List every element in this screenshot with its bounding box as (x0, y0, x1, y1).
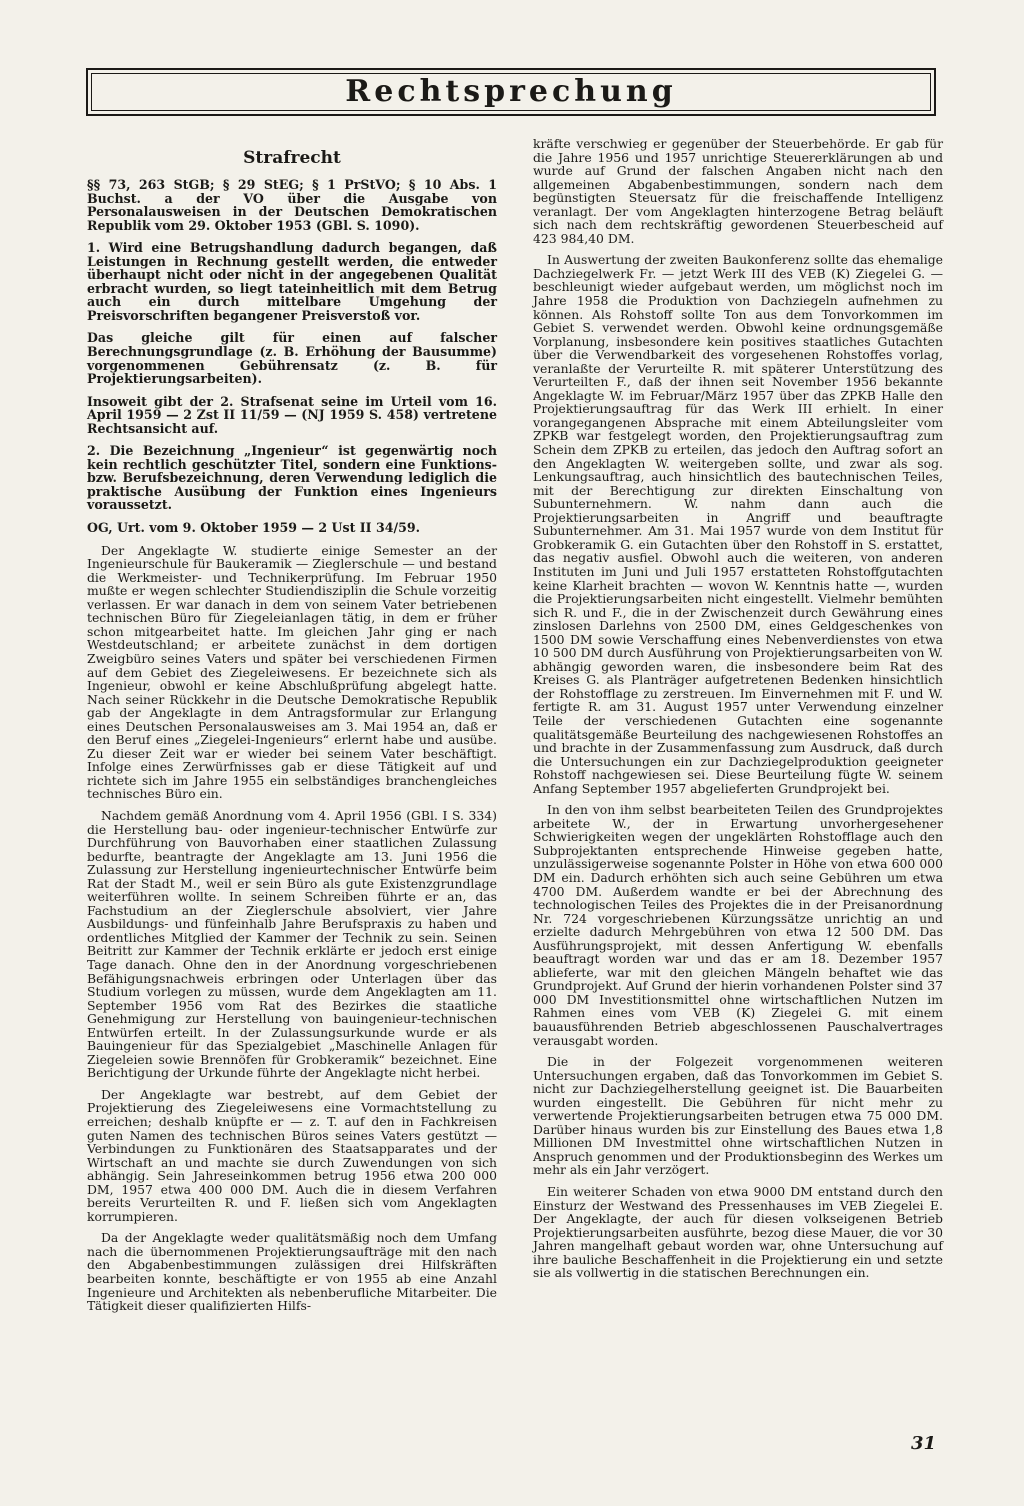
headnote-1c: Insoweit gibt der 2. Strafsenat seine im Urteil vom 16. April 1959 — 2 Zst II 11/59 — (NJ 1959 S. 458) vertretene Rechtsansicht auf. (87, 393, 497, 436)
headnote-2: 2. Die Bezeichnung „Ingenieur“ ist gegenwärtig noch kein rechtlich geschützter Titel, sondern eine Funktions- bzw. Berufsbezeichnung, deren Verwendung lediglich die praktische Ausübung der Funktion eines Ingenieurs voraussetzt. (87, 443, 497, 513)
body-paragraph: In den von ihm selbst bearbeiteten Teilen des Grundprojektes arbeitete W., der in Erwartung unvorhergesehener Schwierigkeiten wegen der ungeklärten Rohstofflage auch den Subprojektanten entsprechende Hinweise gegeben hatte, unzulässigerweise sogenannte Polster in Höhe von etwa 600 000 DM ein. Dadurch erhöhten sich auch seine Gebühren um etwa 4700 DM. Außerdem wandte er bei der Abrechnung des technologischen Teiles des Projektes die in der Preisanordnung Nr. 724 vorgeschriebenen Kürzungssätze unrichtig an und erzielte dadurch Mehrgebühren von etwa 12 500 DM. Das Ausführungsprojekt, mit dessen Anfertigung W. ebenfalls beauftragt worden war und das er am 18. Dezember 1957 ablieferte, war mit den gleichen Mängeln behaftet wie das Grundprojekt. Auf Grund der hierin vorhandenen Polster sind 37 000 DM Investitionsmittel ohne wirtschaftlichen Nutzen im Rahmen eines vom VEB (K) Ziegelei G. mit einem bauausführenden Betrieb abgeschlossenen Pauschalvertrages verausgabt worden. (533, 802, 943, 1048)
header-frame (86, 68, 936, 116)
body-paragraph: Nachdem gemäß Anordnung vom 4. April 1956 (GBl. I S. 334) die Herstellung bau- oder ingenieur-technischer Entwürfe zur Durchführung von Bauvorhaben einer staatlichen Zulassung bedurfte, beantragte der Angeklagte am 13. Juni 1956 die Zulassung zur Herstellung ingenieurtechnischer Entwürfe beim Rat der Stadt M., weil er sein Büro als gute Existenzgrundlage weiterführen wollte. In seinem Schreiben führte er an, das Fachstudium an der Zieglerschule absolviert, vier Jahre Ausbildungs- und fünfeinhalb Jahre Berufspraxis zu haben und ordentliches Mitglied der Kammer der Technik zu sein. Seinen Beitritt zur Kammer der Technik erklärte er jedoch erst einige Tage danach. Ohne den in der Anordnung vorgeschriebenen Befähigungsnachweis erbringen oder Unterlagen über das Studium vorlegen zu müssen, wurde dem Angeklagten am 11. September 1956 vom Rat des Bezirkes die staatliche Genehmigung zur Herstellung von bauingenieur-technischen Entwürfen erteilt. In der Zulassungsurkunde wurde er als Bauingenieur für das Spezialgebiet „Maschinelle Anlagen für Ziegeleien sowie Brennöfen für Grobkeramik“ bezeichnet. Eine Berichtigung der Urkunde führte der Angeklagte nicht herbei. (87, 807, 497, 1081)
court-reference: OG, Urt. vom 9. Oktober 1959 — 2 Ust II 34/59. (87, 520, 420, 536)
headnote-1b: Das gleiche gilt für einen auf falscher Berechnungsgrundlage (z. B. Erhöhung der Bausumme) vorgenommenen Gebührensatz (z. B. für Projektierungsarbeiten). (87, 330, 497, 387)
page-title: Rechtsprechung (345, 74, 677, 109)
legal-citation: §§ 73, 263 StGB; § 29 StEG; § 1 PrStVO; § 10 Abs. 1 Buchst. a der VO über die Ausgabe von Personalausweisen in der Deutschen Demokratischen Republik vom 29. Oktober 1953 (GBl. S. 1090). (87, 177, 497, 233)
body-paragraph: Da der Angeklagte weder qualitätsmäßig noch dem Umfang nach die übernommenen Projektierungsaufträge mit den nach den Abgabenbestimmungen zulässigen drei Hilfskräften bearbeiten konnte, beschäftigte er von 1955 ab eine Anzahl Ingenieure und Architekten als nebenberufliche Mitarbeiter. Die Tätigkeit dieser qualifizierten Hilfs- (87, 1230, 497, 1314)
section-heading: Strafrecht (243, 148, 341, 168)
body-paragraph: Der Angeklagte W. studierte einige Semester an der Ingenieurschule für Baukeramik — Zieglerschule — und bestand die Werkmeister- und Technikerprüfung. Im Februar 1950 mußte er wegen schlechter Studiendisziplin die Schule vorzeitig verlassen. Er war danach in dem von seinem Vater betriebenen technischen Büro für Ziegeleianlagen tätig, in dem er früher schon mitgearbeitet hatte. Im gleichen Jahr ging er nach Westdeutschland; er arbeitete zunächst in dem dortigen Zweigbüro seines Vaters und später bei verschiedenen Firmen auf dem Gebiet des Ziegeleiwesens. Er bezeichnete sich als Ingenieur, obwohl er keine Abschlußprüfung abgelegt hatte. Nach seiner Rückkehr in die Deutsche Demokratische Republik gab der Angeklagte in dem Antragsformular zur Erlangung eines Deutschen Personalausweises am 3. Mai 1954 an, daß er den Beruf eines „Ziegelei-Ingenieurs“ erlernt habe und ausübe. Zu dieser Zeit war er wieder bei seinem Vater beschäftigt. Infolge eines Zerwürfnisses gab er diese Tätigkeit auf und richtete sich im Jahre 1955 ein selbständiges branchengleiches technisches Büro ein. (87, 542, 497, 802)
body-paragraph: In Auswertung der zweiten Baukonferenz sollte das ehemalige Dachziegelwerk Fr. — jetzt Werk III des VEB (K) Ziegelei G. — beschleunigt wieder aufgebaut werden, um möglichst noch im Jahre 1958 die Produktion von Dachziegeln aufnehmen zu können. Als Rohstoff sollte Ton aus dem Tonvorkommen im Gebiet S. verwendet werden. Obwohl keine ordnungsgemäße Vorplanung, insbesondere kein positives staatliches Gutachten über die Verwendbarkeit des vorgesehenen Rohstoffes vorlag, veranlaßte der Verurteilte R. mit späterer Unterstützung des Verurteilten F., daß der ihnen seit November 1956 bekannte Angeklagte W. im Februar/März 1957 über das ZPKB Halle den Projektierungsauftrag für das Werk III erhielt. In einer vorangegangenen Absprache mit einem Abteilungsleiter vom ZPKB war festgelegt worden, den Projektierungsauftrag zum Schein dem ZPKB zu erteilen, das jedoch den Auftrag sofort an den Angeklagten W. weitergeben sollte, und zwar als sog. Lenkungsauftrag, auch hinsichtlich des bautechnischen Teiles, mit der Berechtigung zur direkten Einschaltung von Subunternehmern. W. nahm dann auch die Projektierungsarbeiten in Angriff und beauftragte Subunternehmer. Am 31. Mai 1957 wurde von dem Institut für Grobkeramik G. ein Gutachten über den Rohstoff in S. erstattet, das negativ ausfiel. Obwohl auch die weiteren, von anderen Instituten im Juni und Juli 1957 erstatteten Rohstoffgutachten keine Klarheit brachten — wovon W. Kenntnis hatte —, wurden die Projektierungsarbeiten nicht eingestellt. Vielmehr bemühten sich R. und F., die in der Zwischenzeit durch Gewährung eines zinslosen Darlehns von 2500 DM, eines Geldgeschenkes von 1500 DM sowie Verschaffung eines Nebenverdienstes von etwa 10 500 DM durch Ausführung von Projektierungsarbeiten von W. abhängig geworden waren, die insbesondere beim Rat des Kreises G. als Planträger aufgetretenen Bedenken hinsichtlich der Rohstofflage zu zerstreuen. Im Einvernehmen mit F. und W. fertigte R. am 31. August 1957 unter Verwendung einzelner Teile der verschiedenen Gutachten eine sogenannte qualitätsgemäße Beurteilung des nachgewiesenen Rohstoffes an und brachte in der Zusammenfassung zum Ausdruck, daß durch die Untersuchungen ein zur Dachziegelproduktion geeigneter Rohstoff nachgewiesen sei. Diese Beurteilung fügte W. seinem Anfang September 1957 abgelieferten Grundprojekt bei. (533, 252, 943, 796)
body-paragraph: Der Angeklagte war bestrebt, auf dem Gebiet der Projektierung des Ziegeleiwesens eine Vormachtstellung zu erreichen; deshalb knüpfte er — z. T. auf den in Fachkreisen guten Namen des technischen Büros seines Vaters gestützt — Verbindungen zu Funktionären des Staatsapparates und der Wirtschaft an und machte sie durch Zuwendungen von sich abhängig. Sein Jahreseinkommen betrug 1956 etwa 200 000 DM, 1957 etwa 400 000 DM. Auch die in diesem Verfahren bereits Verurteilten R. und F. ließen sich vom Angeklagten korrumpieren. (87, 1086, 497, 1224)
headnote-1: 1. Wird eine Betrugshandlung dadurch begangen, daß Leistungen in Rechnung gestellt werden, die entweder überhaupt nicht oder nicht in der angegebenen Qualität erbracht wurden, so liegt tateinheitlich mit dem Betrug auch ein durch mittelbare Umgehung der Preisvorschriften begangener Preisverstoß vor. (87, 240, 497, 323)
body-paragraph: kräfte verschwieg er gegenüber der Steuerbehörde. Er gab für die Jahre 1956 und 1957 unrichtige Steuererklärungen ab und wurde auf Grund der falschen Angaben nicht nach den allgemeinen Abgabenbestimmungen, sondern nach dem begünstigten Steuersatz für die freischaffende Intelligenz veranlagt. Der vom Angeklagten hinterzogene Betrag beläuft sich nach dem rechtskräftig gewordenen Steuerbescheid auf 423 984,40 DM. (533, 136, 943, 246)
left-column (87, 148, 497, 1321)
body-paragraph: Ein weiterer Schaden von etwa 9000 DM entstand durch den Einsturz der Westwand des Pressenhauses im VEB Ziegelei E. Der Angeklagte, der auch für diesen volkseigenen Betrieb Projektierungsarbeiten ausführte, bezog diese Mauer, die vor 30 Jahren mangelhaft gebaut worden war, ohne Untersuchung auf ihre bauliche Beschaffenheit in die Projektierung ein und setzte sie als vollwertig in die statischen Berechnungen ein. (533, 1184, 943, 1281)
page-number: 31 (910, 1433, 936, 1454)
body-paragraph: Die in der Folgezeit vorgenommenen weiteren Untersuchungen ergaben, daß das Tonvorkommen im Gebiet S. nicht zur Dachziegelherstellung geeignet ist. Die Bauarbeiten wurden eingestellt. Die Gebühren für nicht mehr zu verwertende Projektierungsarbeiten betrugen etwa 75 000 DM. Darüber hinaus wurden bis zur Einstellung des Baues etwa 1,8 Millionen DM Investmittel ohne wirtschaftlichen Nutzen in Anspruch genommen und der Produktionsbeginn des Werkes um mehr als ein Jahr verzögert. (533, 1054, 943, 1178)
right-column (533, 137, 943, 1288)
